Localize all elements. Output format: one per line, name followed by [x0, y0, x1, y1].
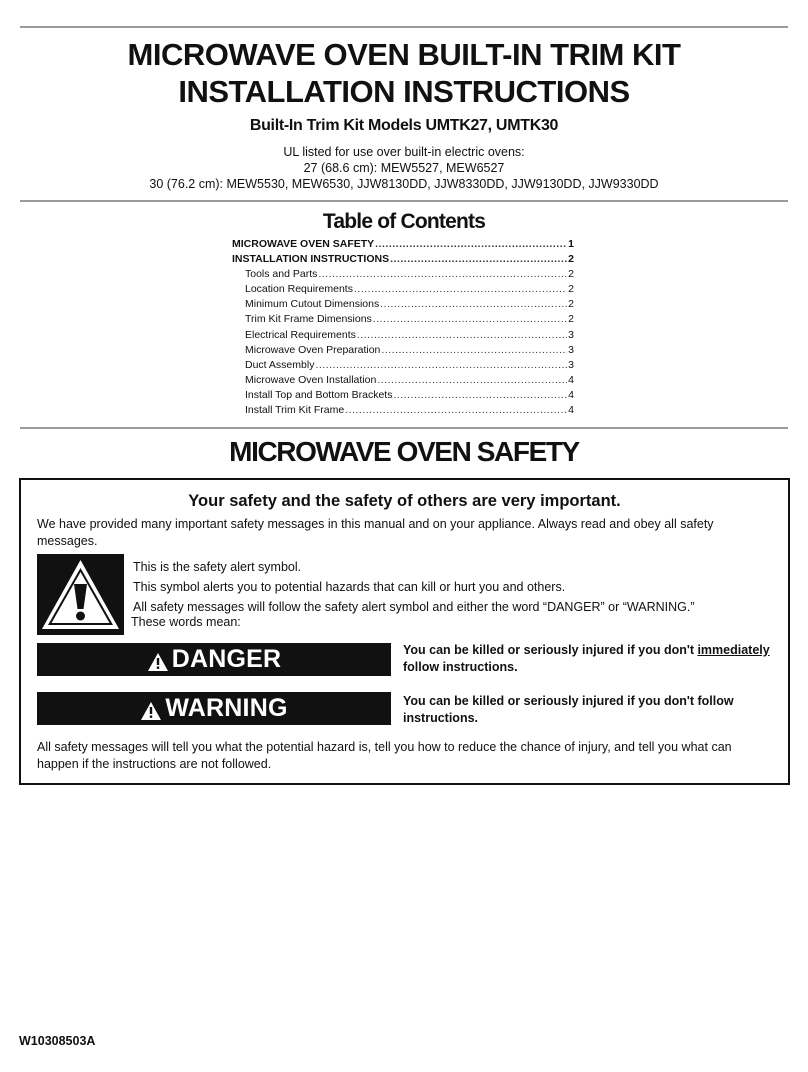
toc-leader-dots: [377, 373, 567, 388]
toc-entry: [232, 328, 574, 343]
toc-leader-dots: [345, 403, 567, 418]
toc-entry-page: 4: [568, 388, 574, 401]
warning-alert-icon: [140, 699, 162, 719]
toc-leader-dots: [373, 312, 567, 327]
toc-entry-label: Tools and Parts: [245, 268, 318, 281]
toc-entry-page: 2: [568, 298, 574, 311]
ul-listing-line2: 27 (68.6 cm): MEW5527, MEW6527: [303, 161, 505, 175]
safety-box: [19, 478, 790, 785]
toc-entry: [232, 297, 574, 312]
toc-entry: [232, 343, 574, 358]
toc-entry: [232, 373, 574, 388]
toc-entry-label: MICROWAVE OVEN SAFETY: [232, 238, 375, 250]
table-of-contents: [232, 237, 574, 418]
danger-desc-text: You can be killed or seriously injured if you don't: [403, 643, 698, 657]
toc-leader-dots: [381, 343, 567, 358]
safety-alert-icon: [37, 554, 124, 635]
toc-leader-dots: [390, 252, 567, 267]
toc-entry-page: 3: [568, 328, 574, 341]
warning-label: WARNING: [165, 694, 288, 722]
danger-desc-emphasis: immediately: [697, 643, 770, 657]
document-number: W10308503A: [19, 1034, 96, 1048]
toc-entry-label: Microwave Oven Preparation: [245, 343, 381, 356]
toc-entry-page: 4: [568, 373, 574, 386]
toc-entry-page: 4: [568, 404, 574, 417]
toc-entry: [232, 282, 574, 297]
danger-label: DANGER: [171, 645, 282, 673]
toc-entry-label: Install Top and Bottom Brackets: [245, 388, 393, 401]
toc-leader-dots: [354, 282, 567, 297]
warning-bar: [37, 692, 391, 725]
page-title-line2: INSTALLATION INSTRUCTIONS: [178, 74, 630, 109]
toc-entry-label: Minimum Cutout Dimensions: [245, 298, 380, 311]
toc-entry-label: Microwave Oven Installation: [245, 373, 377, 386]
toc-heading: Table of Contents: [322, 210, 486, 233]
toc-entry-page: 3: [568, 358, 574, 371]
toc-entry-page: 2: [568, 268, 574, 281]
symbol-text-line4: These words mean:: [131, 615, 241, 629]
toc-leader-dots: [393, 388, 567, 403]
safety-box-heading: Your safety and the safety of others are very important.: [188, 492, 621, 510]
top-rule: [20, 26, 788, 28]
toc-entry-page: 2: [568, 253, 574, 266]
danger-desc-text-2: follow instructions.: [403, 659, 518, 674]
safety-footer: All safety messages will tell you what the potential hazard is, tell you how to reduce the chance of injury, and tell you what can happen if the instructions are not followed.: [37, 740, 732, 771]
toc-leader-dots: [357, 328, 567, 343]
toc-entry: [232, 267, 574, 282]
danger-alert-icon: [147, 650, 169, 670]
danger-description: [403, 642, 783, 675]
toc-divider: [20, 427, 788, 429]
toc-leader-dots: [315, 358, 567, 373]
toc-entry-page: 1: [568, 238, 574, 250]
toc-entry-label: Install Trim Kit Frame: [245, 404, 345, 417]
toc-entry-page: 3: [568, 343, 574, 356]
toc-leader-dots: [380, 297, 567, 312]
toc-entry-label: Trim Kit Frame Dimensions: [245, 313, 372, 326]
toc-entry-page: 2: [568, 313, 574, 326]
toc-entry: [232, 252, 574, 267]
page-title-line1: MICROWAVE OVEN BUILT-IN TRIM KIT: [127, 37, 681, 72]
safety-heading: MICROWAVE OVEN SAFETY: [229, 436, 579, 467]
header-divider: [20, 200, 788, 202]
ul-listing-line1: UL listed for use over built-in electric ovens:: [283, 145, 525, 159]
warning-description: You can be killed or seriously injured if you don't follow instructions.: [403, 694, 734, 725]
ul-listing-line3: 30 (76.2 cm): MEW5530, MEW6530, JJW8130DD, JJW8330DD, JJW9130DD, JJW9330DD: [149, 177, 659, 191]
symbol-text-line2: This symbol alerts you to potential hazards that can kill or hurt you and others.: [133, 580, 566, 594]
safety-intro: We have provided many important safety messages in this manual and on your appliance. Always read and obey all safety messages.: [37, 517, 714, 548]
danger-bar: [37, 643, 391, 676]
toc-entry-label: Duct Assembly: [245, 358, 315, 371]
toc-leader-dots: [318, 267, 567, 282]
toc-entry-label: Electrical Requirements: [245, 328, 356, 341]
symbol-text-line3: All safety messages will follow the safety alert symbol and either the word “DANGER” or “WARNING.”: [133, 600, 695, 614]
symbol-text-line1: This is the safety alert symbol.: [133, 560, 302, 574]
toc-entry: [232, 388, 574, 403]
toc-entry-page: 2: [568, 283, 574, 296]
toc-entry-label: INSTALLATION INSTRUCTIONS: [232, 253, 390, 266]
toc-entry: [232, 403, 574, 418]
toc-entry: [232, 237, 574, 252]
toc-entry: [232, 312, 574, 327]
toc-entry-label: Location Requirements: [245, 283, 353, 296]
toc-entry: [232, 358, 574, 373]
toc-leader-dots: [375, 237, 567, 252]
models-subtitle: Built-In Trim Kit Models UMTK27, UMTK30: [249, 117, 559, 134]
